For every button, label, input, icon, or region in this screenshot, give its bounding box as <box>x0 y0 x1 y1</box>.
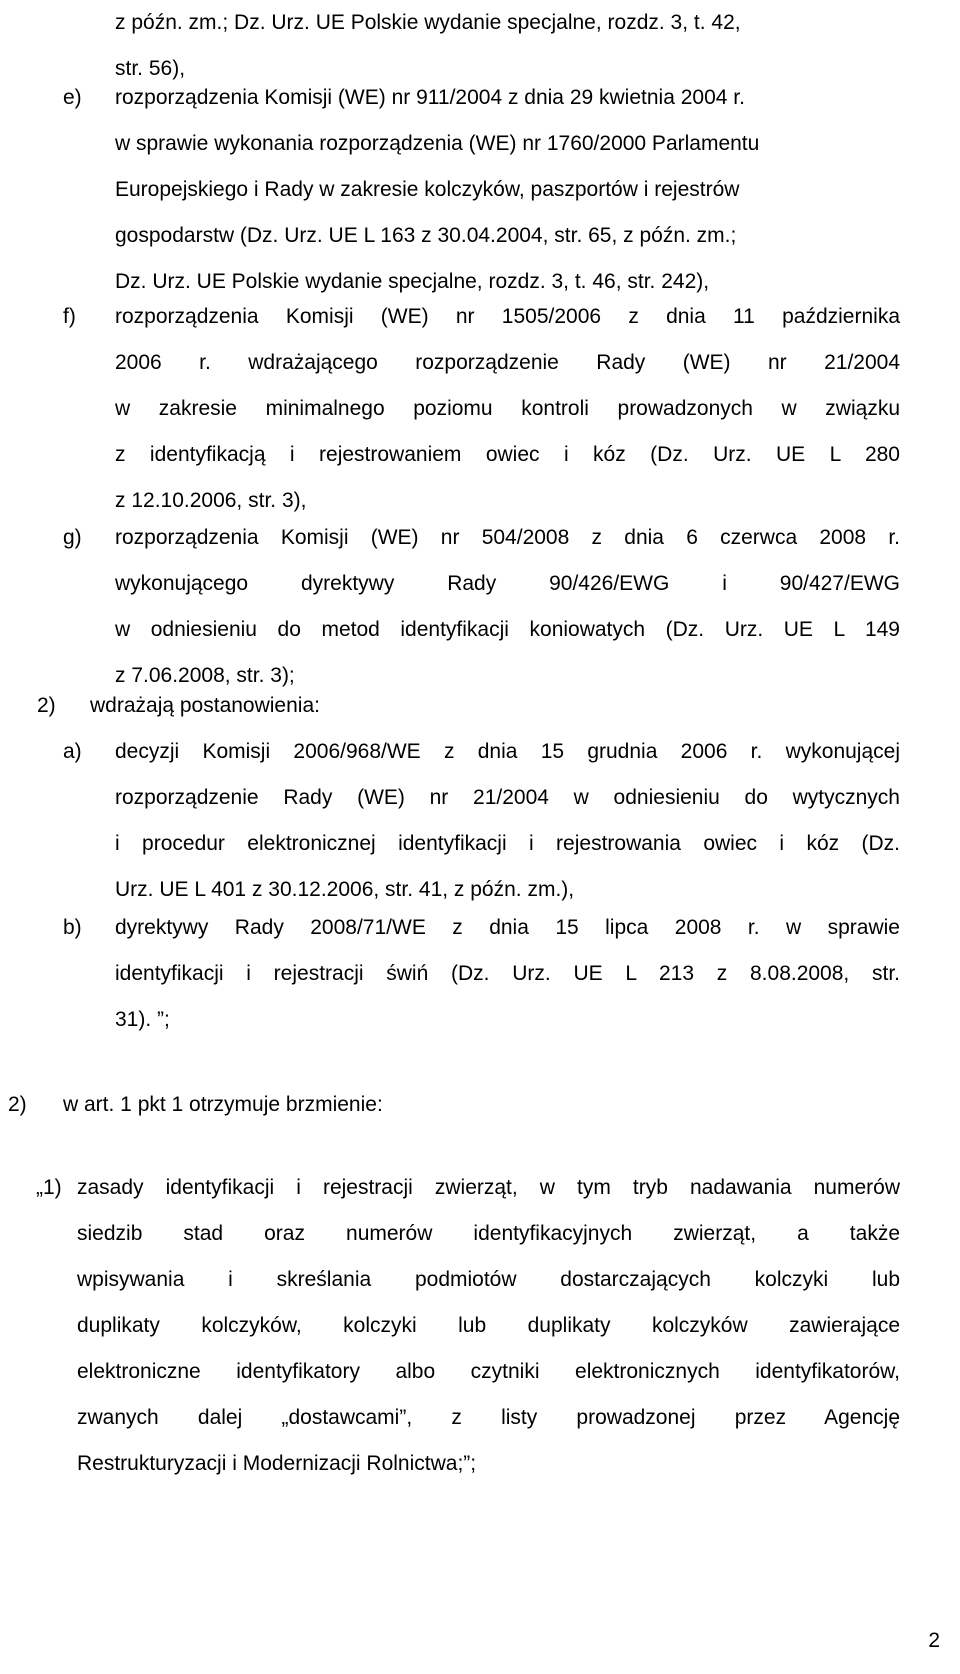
text-line: duplikaty kolczyków, kolczyki lub duplikaty kolczyków zawierające <box>77 1314 900 1337</box>
list-item-f <box>115 294 900 524</box>
list-marker-a: a) <box>63 740 82 763</box>
text-line: zwanych dalej „dostawcami”, z listy prowadzonej przez Agencję <box>77 1406 900 1429</box>
text-line: w sprawie wykonania rozporządzenia (WE) nr 1760/2000 Parlamentu <box>115 132 760 155</box>
text-line: rozporządzenie Rady (WE) nr 21/2004 w odniesieniu do wytycznych <box>115 786 900 809</box>
point-marker-2-outer: 2) <box>8 1093 27 1116</box>
list-item-a <box>115 729 900 913</box>
text-line: Dz. Urz. UE Polskie wydanie specjalne, rozdz. 3, t. 46, str. 242), <box>115 270 710 293</box>
point-2-outer-text: w art. 1 pkt 1 otrzymuje brzmienie: <box>63 1093 383 1116</box>
list-item-e <box>115 75 900 305</box>
page-number: 2 <box>928 1629 940 1652</box>
text-line: wpisywania i skreślania podmiotów dostarczających kolczyki lub <box>77 1268 900 1291</box>
text-line: Restrukturyzacji i Modernizacji Rolnictwa;”; <box>77 1452 477 1475</box>
text-line: i procedur elektronicznej identyfikacji i rejestrowania owiec i kóz (Dz. <box>115 832 900 855</box>
text-line: 31). ”; <box>115 1008 170 1031</box>
text-line: rozporządzenia Komisji (WE) nr 911/2004 z dnia 29 kwietnia 2004 r. <box>115 86 745 109</box>
text-line: decyzji Komisji 2006/968/WE z dnia 15 grudnia 2006 r. wykonującej <box>115 740 900 763</box>
text-line: rozporządzenia Komisji (WE) nr 504/2008 z dnia 6 czerwca 2008 r. <box>115 526 900 549</box>
text-line: z 12.10.2006, str. 3), <box>115 489 307 512</box>
text-line: Urz. UE L 401 z 30.12.2006, str. 41, z późn. zm.), <box>115 878 575 901</box>
point-2-inner-text: wdrażają postanowienia: <box>90 694 320 717</box>
text-line: Europejskiego i Rady w zakresie kolczyków, paszportów i rejestrów <box>115 178 740 201</box>
text-line: w odniesieniu do metod identyfikacji koniowatych (Dz. Urz. UE L 149 <box>115 618 900 641</box>
list-item-g <box>115 515 900 699</box>
text-line: z późn. zm.; Dz. Urz. UE Polskie wydanie specjalne, rozdz. 3, t. 42, <box>115 11 741 34</box>
text-line: z 7.06.2008, str. 3); <box>115 664 295 687</box>
list-marker-g: g) <box>63 526 82 549</box>
list-marker-b: b) <box>63 916 82 939</box>
list-item-b <box>115 905 900 1043</box>
text-line: gospodarstw (Dz. Urz. UE L 163 z 30.04.2004, str. 65, z późn. zm.; <box>115 224 737 247</box>
text-line: 2006 r. wdrażającego rozporządzenie Rady (WE) nr 21/2004 <box>115 351 900 374</box>
text-line: elektroniczne identyfikatory albo czytniki elektronicznych identyfikatorów, <box>77 1360 900 1383</box>
text-line: str. 56), <box>115 57 186 80</box>
quoted-item <box>77 1165 900 1487</box>
text-line: wykonującego dyrektywy Rady 90/426/EWG i 90/427/EWG <box>115 572 900 595</box>
text-line: w zakresie minimalnego poziomu kontroli prowadzonych w związku <box>115 397 900 420</box>
text-line: siedzib stad oraz numerów identyfikacyjnych zwierząt, a także <box>77 1222 900 1245</box>
quoted-item-marker: „1) <box>36 1176 62 1199</box>
list-marker-e: e) <box>63 86 82 109</box>
text-line: identyfikacji i rejestracji świń (Dz. Urz. UE L 213 z 8.08.2008, str. <box>115 962 900 985</box>
list-marker-f: f) <box>63 305 76 328</box>
text-line: rozporządzenia Komisji (WE) nr 1505/2006 z dnia 11 października <box>115 305 900 328</box>
text-line: zasady identyfikacji i rejestracji zwierząt, w tym tryb nadawania numerów <box>77 1176 900 1199</box>
text-line: dyrektywy Rady 2008/71/WE z dnia 15 lipca 2008 r. w sprawie <box>115 916 900 939</box>
text-line: z identyfikacją i rejestrowaniem owiec i kóz (Dz. Urz. UE L 280 <box>115 443 900 466</box>
point-marker-2-inner: 2) <box>37 694 56 717</box>
